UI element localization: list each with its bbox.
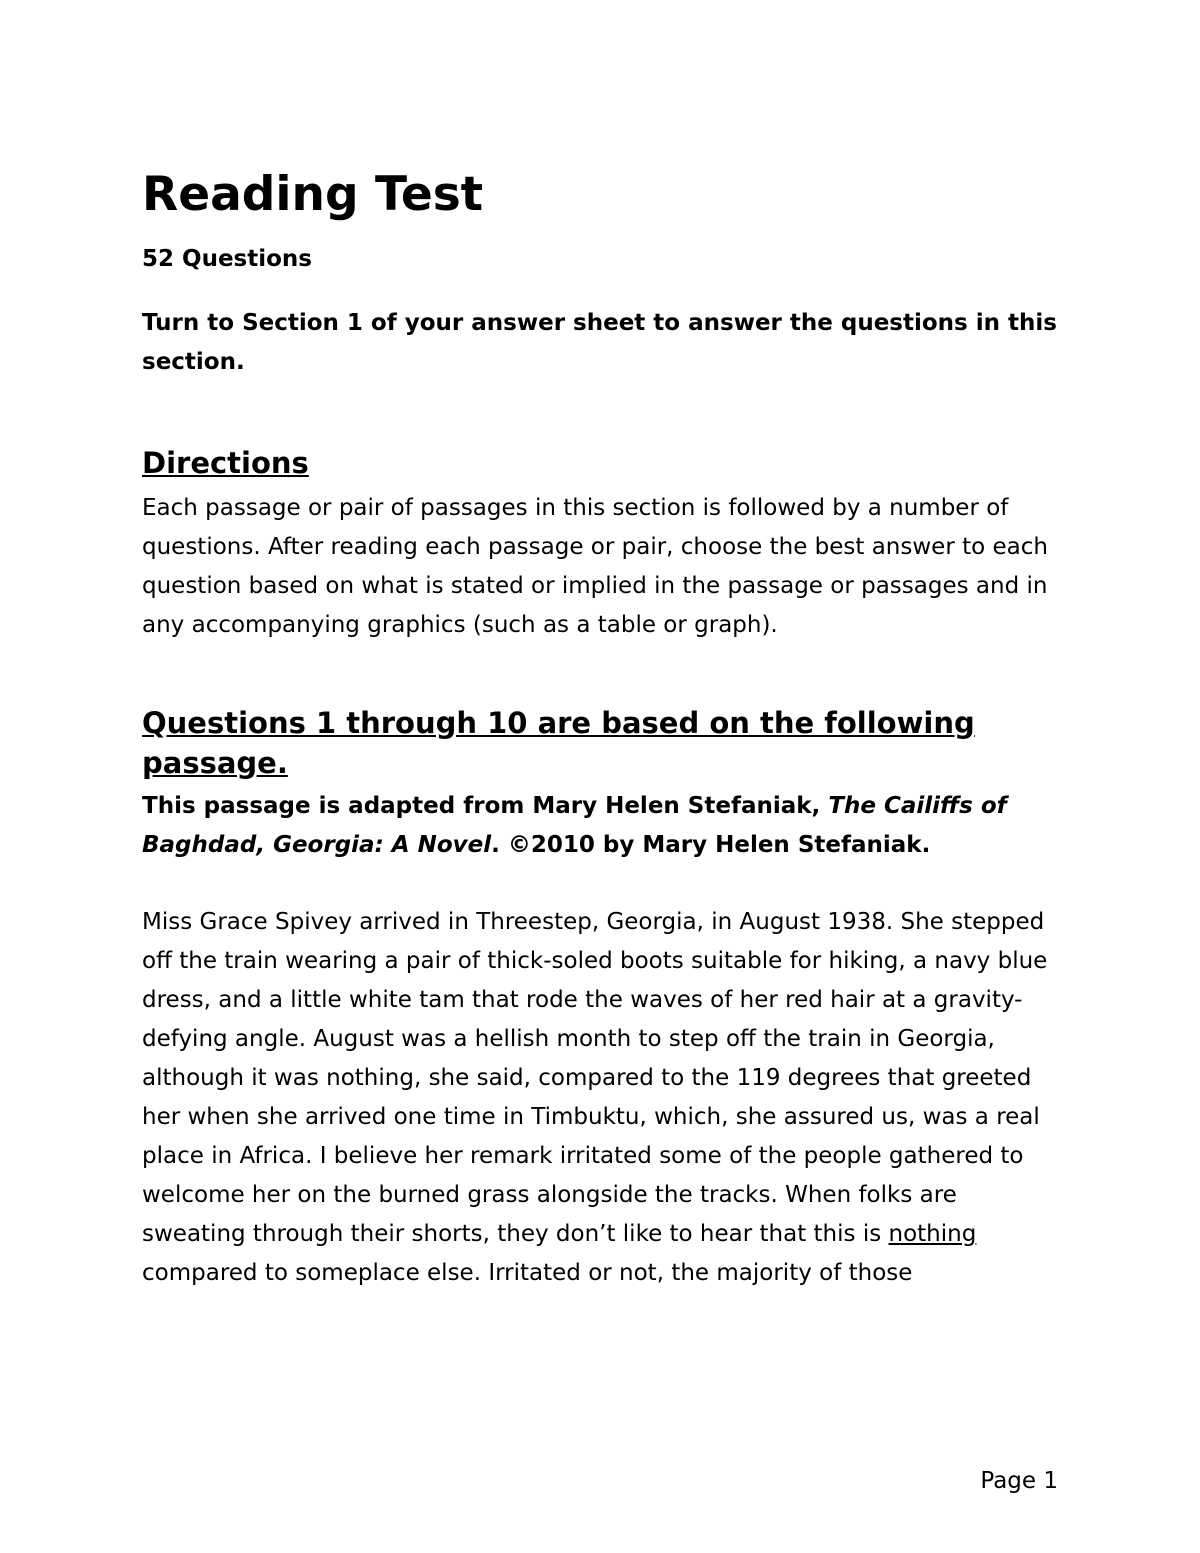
question-count: 52 Questions: [142, 246, 312, 272]
source-book-title: The Cailiffs of Baghdad, Georgia: A Novel: [142, 793, 1007, 858]
directions-heading: Directions: [142, 446, 309, 480]
passage-text-part-1: Miss Grace Spivey arrived in Threestep, Georgia, in August 1938. She stepped off the train wearing a pair of thick-soled boots suitable for hiking, a navy blue dress, and a little white tam that rode the waves of her red hair at a gravity-defying angle. August was a hellish month to step off the train in Georgia, although it was nothing, she said, compared to the 119 degrees that greeted her when she arrived one time in Timbuktu, which, she assured us, was a real place in Africa. I believe her remark irritated some of the people gathered to welcome her on the burned grass alongside the tracks. When folks are sweating through their shorts, they don’t like to hear that this is: [142, 909, 1048, 1247]
passage-text: [142, 903, 1060, 1293]
section-instructions: Turn to Section 1 of your answer sheet to answer the questions in this section.: [142, 310, 1057, 375]
source-suffix: . ©2010 by Mary Helen Stefaniak.: [491, 832, 931, 858]
passage-text-part-2: compared to someplace else. Irritated or not, the majority of those: [142, 1260, 913, 1286]
page-number: Page 1: [980, 1468, 1058, 1494]
source-prefix: This passage is adapted from Mary Helen Stefaniak,: [142, 793, 829, 819]
underlined-word: nothing: [888, 1221, 977, 1247]
page-content: [142, 166, 1060, 1293]
questions-heading: Questions 1 through 10 are based on the following passage.: [142, 706, 975, 780]
directions-text: Each passage or pair of passages in this section is followed by a number of questions. After reading each passage or pair, choose the best answer to each question based on what is stated or implied in the passage or passages and in any accompanying graphics (such as a table or graph).: [142, 495, 1048, 638]
passage-source: [142, 787, 1060, 865]
page-title: Reading Test: [142, 167, 484, 222]
